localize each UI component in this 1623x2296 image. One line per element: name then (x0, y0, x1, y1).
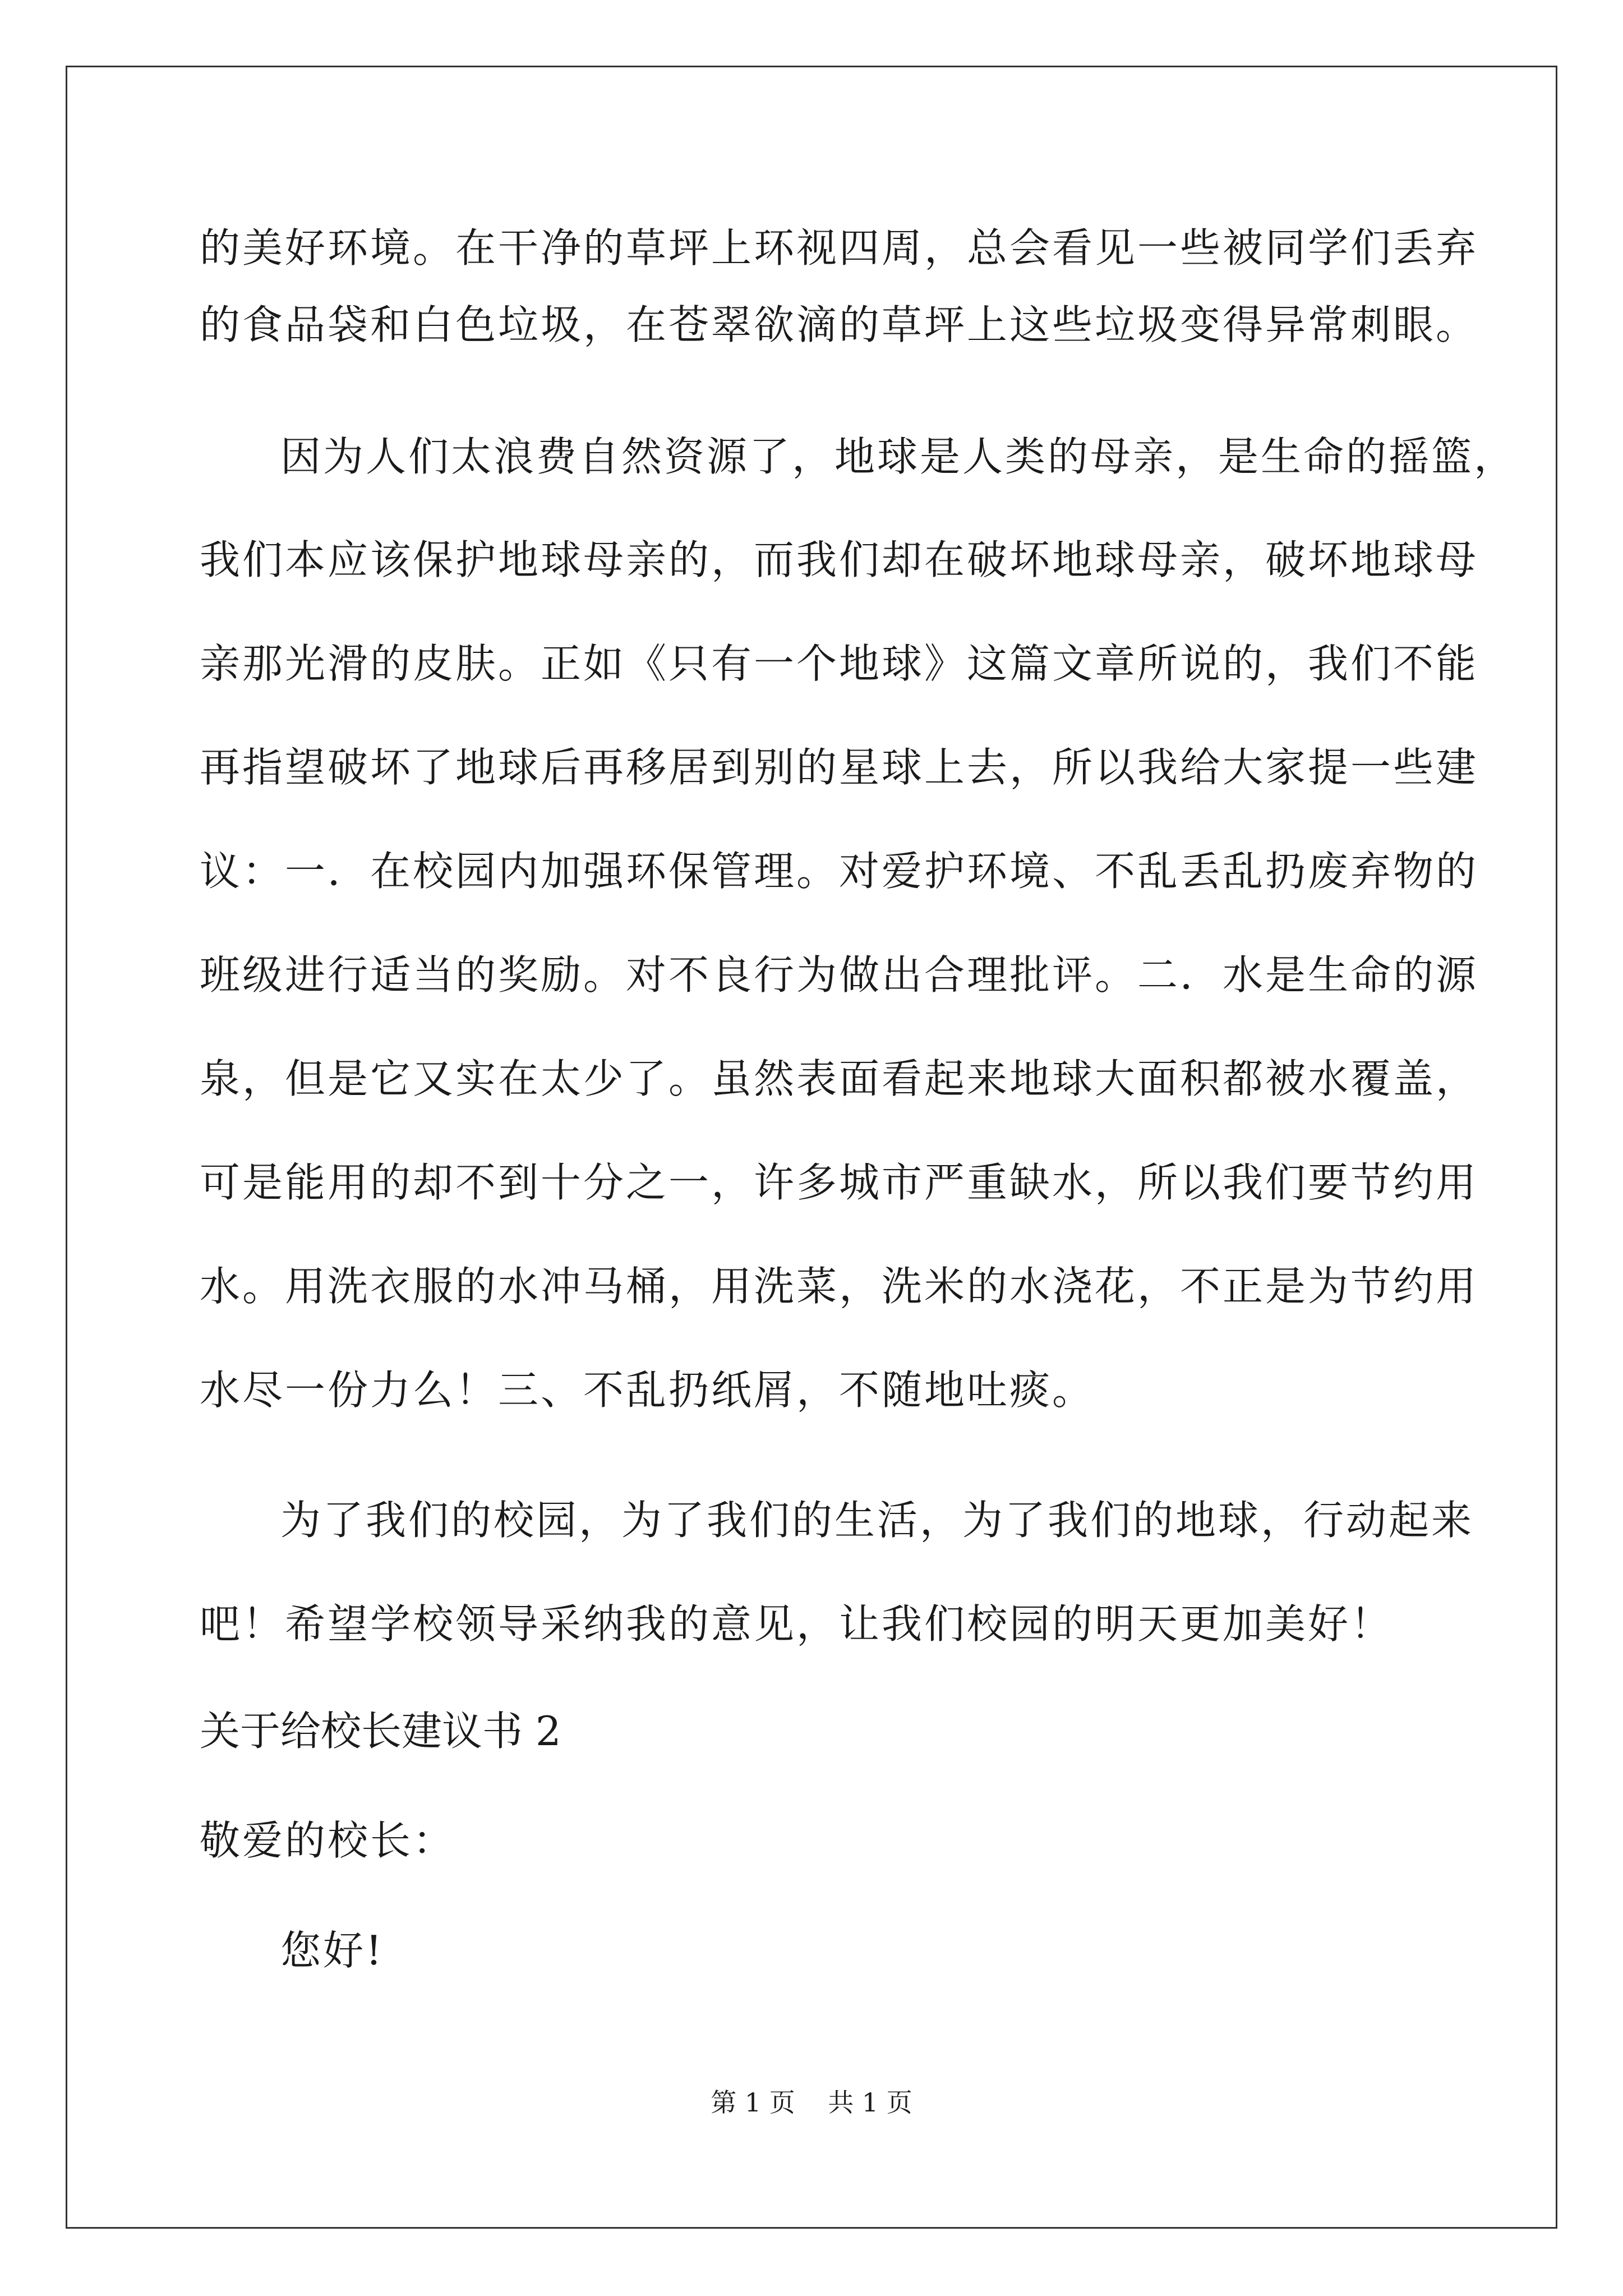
paragraph-line: 吧！希望学校领导采纳我的意见，让我们校园的明天更加美好！ (200, 1600, 1394, 1648)
paragraph-line: 议：一．在校园内加强环保管理。对爱护环境、不乱丢乱扔废弃物的 (200, 848, 1479, 895)
paragraph-line: 可是能用的却不到十分之一，许多城市严重缺水，所以我们要节约用 (200, 1159, 1479, 1206)
paragraph-line: 班级进行适当的奖励。对不良行为做出合理批评。二．水是生命的源 (200, 951, 1479, 999)
paragraph-line: 水尽一份力么！三、不乱扔纸屑，不随地吐痰。 (200, 1366, 1095, 1414)
paragraph-line: 泉，但是它又实在太少了。虽然表面看起来地球大面积都被水覆盖， (200, 1055, 1479, 1102)
paragraph-line: 因为人们太浪费自然资源了，地球是人类的母亲，是生命的摇篮， (280, 433, 1517, 480)
salutation: 敬爱的校长： (200, 1817, 456, 1864)
paragraph-line: 再指望破坏了地球后再移居到别的星球上去，所以我给大家提一些建 (200, 744, 1479, 791)
paragraph-line: 亲那光滑的皮肤。正如《只有一个地球》这篇文章所说的，我们不能 (200, 640, 1479, 687)
paragraph-line: 水。用洗衣服的水冲马桶，用洗菜，洗米的水浇花，不正是为节约用 (200, 1263, 1479, 1310)
section-heading: 关于给校长建议书 2 (200, 1708, 561, 1755)
page-footer: 第 1 页 共 1 页 (711, 2087, 912, 2118)
paragraph-line: 我们本应该保护地球母亲的，而我们却在破坏地球母亲，破坏地球母 (200, 536, 1479, 583)
paragraph-line: 为了我们的校园，为了我们的生活，为了我们的地球，行动起来 (280, 1497, 1474, 1544)
page-border (66, 66, 1557, 2229)
paragraph-line: 的美好环境。在干净的草坪上环视四周，总会看见一些被同学们丢弃 (200, 224, 1479, 272)
greeting: 您好! (280, 1927, 384, 1974)
paragraph-line: 的食品袋和白色垃圾，在苍翠欲滴的草坪上这些垃圾变得异常刺眼。 (200, 301, 1479, 348)
